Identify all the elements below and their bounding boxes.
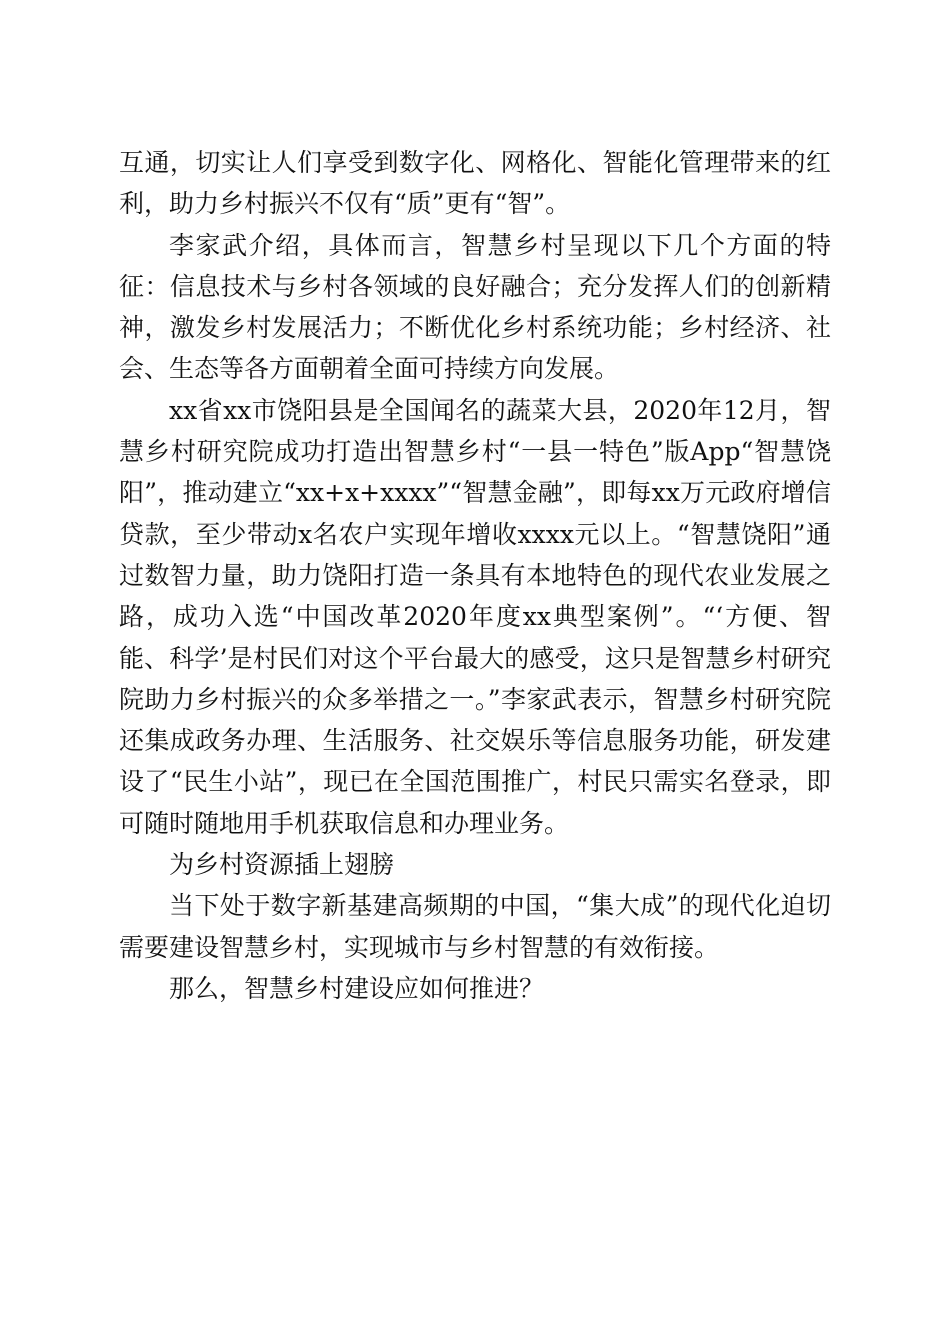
body-text (119, 142, 831, 1009)
paragraph-features: 李家武介绍，具体而言，智慧乡村呈现以下几个方面的特征：信息技术与乡村各领域的良好融合；充分发挥人们的创新精神，激发乡村发展活力；不断优化乡村系统功能；乡村经济、社会、生态等各方面朝着全面可持续方向发展。 (119, 230, 831, 384)
paragraph-raoyang-case: xx省xx市饶阳县是全国闻名的蔬菜大县，2020年12月，智慧乡村研究院成功打造出智慧乡村“一县一特色”版App“智慧饶阳”，推动建立“xx+x+xxxx”“智慧金融”，即每xx万元政府增信贷款，至少带动x名农户实现年增收xxxx元以上。“智慧饶阳”通过数智力量，助力饶阳打造一条具有本地特色的现代农业发展之路，成功入选“中国改革2020年度xx典型案例”。“‘方便、智能、科学’是村民们对这个平台最大的感受，这只是智慧乡村研究院助力乡村振兴的众多举措之一。”李家武表示，智慧乡村研究院还集成政务办理、生活服务、社交娱乐等信息服务功能，研发建设了“民生小站”，现已在全国范围推广，村民只需实名登录，即可随时随地用手机获取信息和办理业务。 (119, 395, 831, 838)
paragraph-continuation: 互通，切实让人们享受到数字化、网格化、智能化管理带来的红利，助力乡村振兴不仅有“质”更有“智”。 (119, 148, 831, 219)
section-heading: 为乡村资源插上翅膀 (169, 850, 395, 880)
paragraph-new-infrastructure: 当下处于数字新基建高频期的中国，“集大成”的现代化迫切需要建设智慧乡村，实现城市与乡村智慧的有效衔接。 (119, 891, 831, 962)
paragraph-question: 那么，智慧乡村建设应如何推进？ (169, 973, 545, 1003)
